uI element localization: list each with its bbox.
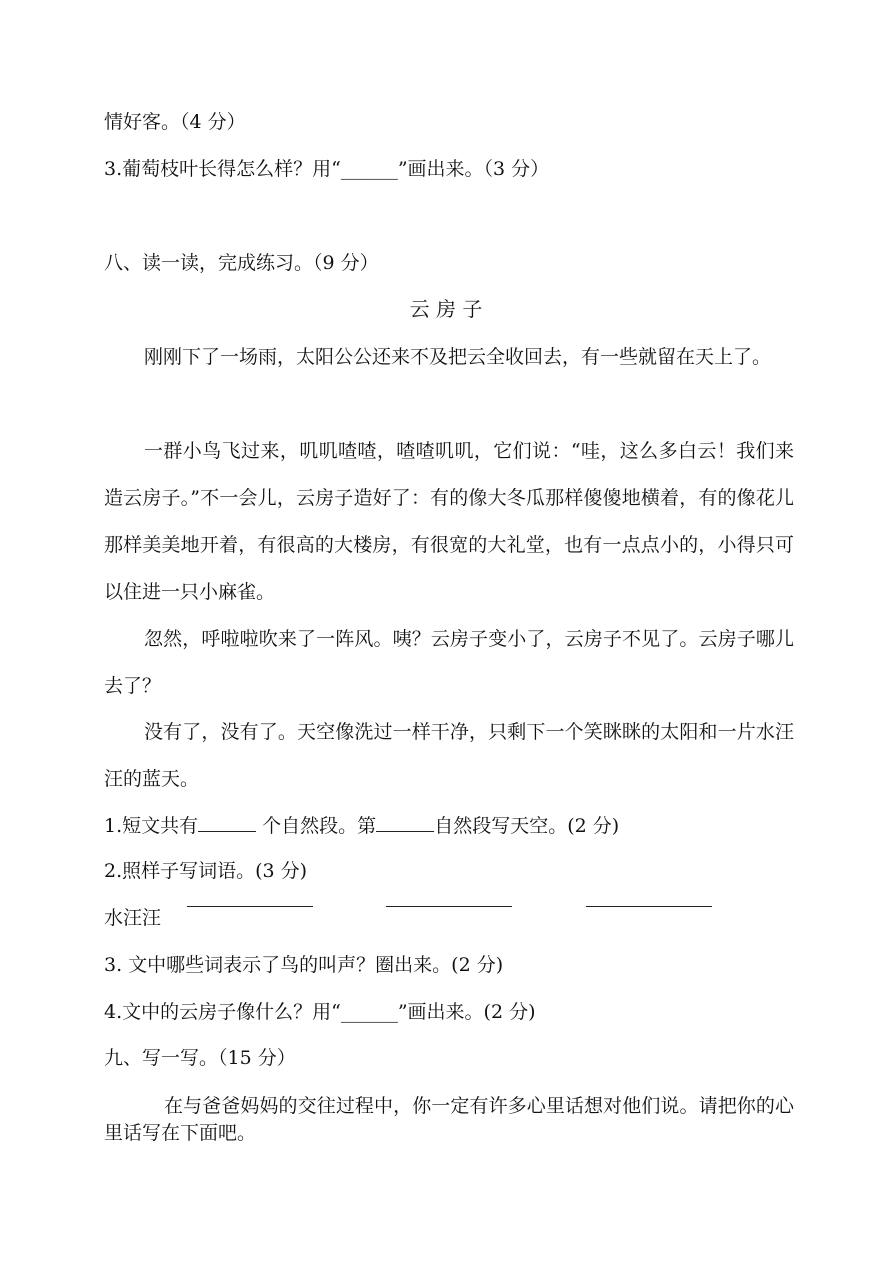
question-1-part-c: 自然段写天空。(2 分) xyxy=(434,815,620,837)
writing-prompt: 在与爸爸妈妈的交往过程中，你一定有许多心里话想对他们说。请把你的心里话写在下面吧。 xyxy=(104,1095,794,1144)
question-3: 3. 文中哪些词表示了鸟的叫声？圈出来。(2 分) xyxy=(104,954,504,976)
question-2: 2.照样子写词语。(3 分) xyxy=(104,860,308,882)
section-9-heading: 九、写一写。（15 分） xyxy=(104,1047,296,1069)
prev-question-2-tail: 情好客。（4 分） xyxy=(104,111,246,133)
question-1 xyxy=(104,813,619,838)
question-1-part-b: 个自然段。第 xyxy=(256,815,377,837)
question-4: 4.文中的云房子像什么？用“______”画出来。(2 分) xyxy=(104,1001,536,1023)
question-2-example-word: 水汪汪 xyxy=(104,907,162,929)
answer-line-word-3[interactable] xyxy=(586,905,712,907)
answer-blank-paragraph-count[interactable] xyxy=(198,813,256,832)
answer-line-word-1[interactable] xyxy=(187,905,313,907)
passage-title: 云 房 子 xyxy=(409,297,483,321)
passage-paragraph-1: 刚刚下了一场雨，太阳公公还来不及把云全收回去，有一些就留在天上了。 xyxy=(144,346,772,368)
prev-question-3: 3.葡萄枝叶长得怎么样？用“______”画出来。（3 分） xyxy=(104,158,550,180)
question-1-part-a: 1.短文共有 xyxy=(104,815,199,837)
section-8-heading: 八、读一读，完成练习。（9 分） xyxy=(104,252,379,274)
passage-paragraph-4: 没有了，没有了。天空像洗过一样干净，只剩下一个笑眯眯的太阳和一片水汪汪的蓝天。 xyxy=(104,721,794,790)
answer-blank-sky-paragraph[interactable] xyxy=(376,813,434,832)
answer-line-word-2[interactable] xyxy=(386,905,512,907)
passage-paragraph-3: 忽然，呼啦啦吹来了一阵风。咦？云房子变小了，云房子不见了。云房子哪儿去了？ xyxy=(104,628,794,697)
passage-paragraph-2: 一群小鸟飞过来，叽叽喳喳，喳喳叽叽，它们说：“哇，这么多白云！我们来造云房子。”不一会儿，云房子造好了：有的像大冬瓜那样傻傻地横着，有的像花儿那样美美地开着，有很高的大楼房，有很宽的大礼堂，也有一点点小的，小得只可以住进一只小麻雀。 xyxy=(104,440,794,603)
